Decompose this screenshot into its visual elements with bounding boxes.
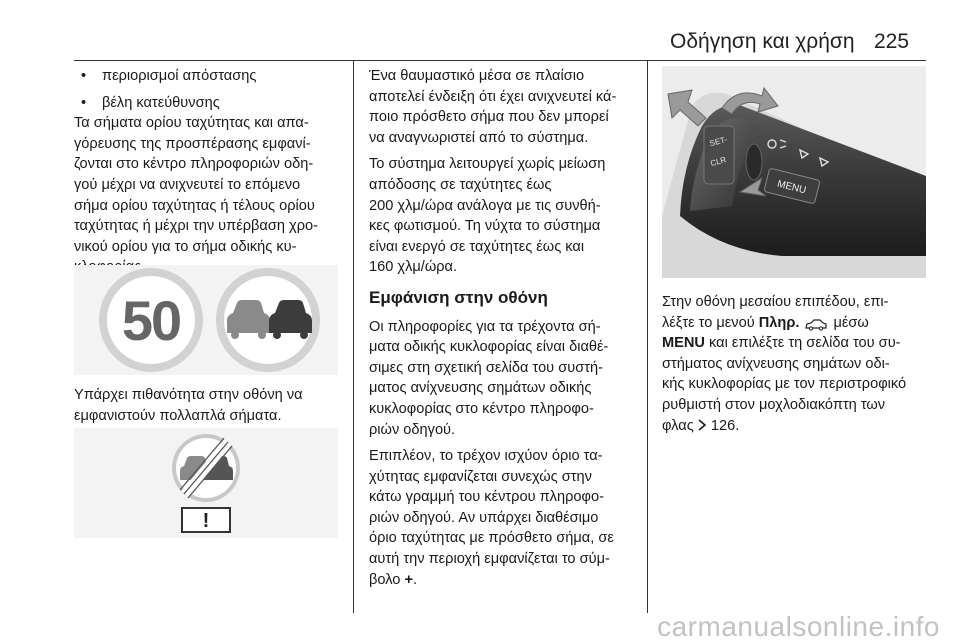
text-line: Οι πληροφορίες για τα τρέχοντα σή- [369,318,601,335]
text-line [662,416,934,437]
text-line: γόρευσης της προσπέρασης εμφανί- [74,135,311,152]
text-line: είναι ενεργό σε ταχύτητες έως και [369,238,585,255]
text-line: σήμα ορίου ταχύτητας ή τέλους ορίου [74,197,315,214]
text-line: νικού ορίου για το σήμα οδικής κυ- [74,238,297,255]
text-line: Υπάρχει πιθανότητα στην οθόνη να [74,387,303,403]
text-line: αυτή την περιοχή εμφανίζεται το σύμ- [369,551,610,568]
column-divider-right [647,61,648,613]
plus-symbol: + [404,571,414,588]
traffic-signs-figure [74,265,338,375]
text-line: σιμες στη σχετική σελίδα του συστή- [369,359,603,376]
warning-glyph: ! [202,510,210,532]
page-number: 225 [874,30,910,53]
text-line [369,570,641,591]
text-line: κάτω γραμμή του κέντρου πληροφο- [369,489,604,506]
text-fragment: . [413,571,418,588]
speed-limit-value: 50 [121,289,181,352]
section-heading: Εμφάνιση στην οθόνη [369,287,548,307]
text-line: χύτητας εμφανίζεται συνεχώς στην [369,468,592,485]
text-line: απόδοσης σε ταχύτητες έως [369,176,552,193]
car-icon [805,319,827,331]
text-line: στήματος ανίχνευσης σημάτων οδι- [662,355,890,372]
text-fragment: μέσω [829,314,869,331]
bullet-item: • περιορισμοί απόστασης [74,66,346,87]
text-line: 200 χλμ/ώρα ανάλογα με τις συνθή- [369,197,601,214]
watermark: carmanualsonline.info [657,611,940,642]
set-clr-rocker-icon [704,126,734,184]
speed-limit-sign-icon [99,268,203,372]
text-fragment: και επιλέξτε τη σελίδα του συ- [704,335,901,352]
text-line: ταχύτητας ή μέχρι την υπέρβαση χρο- [74,218,318,235]
bullet-item: • βέλη κατεύθυνσης [74,93,346,114]
paragraph-current-limit [369,446,641,590]
middle-column [369,66,641,590]
text-line: Στην οθόνη μεσαίου επιπέδου, επι- [662,294,889,310]
text-line: εμφανιστούν πολλαπλά σήματα. [74,407,282,424]
text-line: κής κυκλοφορίας με τον περιστροφικό [662,376,907,393]
stalk-control-figure [662,66,926,278]
text-line: ριών οδηγού. [369,421,456,438]
text-line: να αναγνωριστεί από το σύστημα. [369,129,589,146]
text-line: ματα οδικής κυκλοφορίας είναι διαθέ- [369,339,609,356]
paragraph-multiple-signs [74,385,346,426]
text-line: ριών οδηγού. Αν υπάρχει διαθέσιμο [369,509,599,526]
paragraph-operation [369,154,641,278]
end-restriction-figure [74,428,338,538]
additional-sign-warning-icon [182,508,230,532]
paragraph-display-info [369,317,641,441]
text-line: Το σύστημα λειτουργεί χωρίς μείωση [369,156,606,173]
left-column [74,66,346,278]
header-rule [74,60,926,61]
text-line: ματος ανίχνευσης σημάτων οδικής [369,380,592,397]
right-column [662,292,934,436]
menu-button-name: MENU [662,335,705,352]
menu-name-info: Πληρ. [758,314,800,331]
end-of-no-overtaking-sign-icon [172,434,240,502]
text-line: γού μέχρι να ανιχνευτεί το επόμενο [74,176,301,193]
column-divider-left [353,61,354,613]
text-line: κες φωτισμού. Τη νύχτα το σύστημα [369,218,601,235]
set-label: SET- [708,134,729,149]
no-overtaking-sign-icon [216,268,320,372]
text-line: ρυθμιστή στον μοχλοδιακόπτη των [662,396,886,413]
text-line: Ένα θαυμαστικό μέσα σε πλαίσιο [369,68,585,84]
page-header-title: Οδήγηση και χρήση [670,30,855,53]
text-line: όριο ταχύτητας με πρόσθετο σήμα, σε [369,530,614,547]
text-line: Τα σήματα ορίου ταχύτητας και απα- [74,115,309,132]
paragraph-exclamation [369,66,641,148]
text-line: ζονται στο κέντρο πληροφοριών οδη- [74,156,314,173]
text-fragment: βολο [369,571,405,588]
paragraph-sign-display [74,113,346,278]
text-line: κυκλοφορίας στο κέντρο πληροφο- [369,400,594,417]
clr-label: CLR [709,155,728,169]
text-line: ποιο πρόσθετο σήμα που δεν μπορεί [369,109,609,126]
page-reference-icon [698,419,707,431]
text-fragment: λέξτε το μενού [662,314,759,331]
text-fragment: φλας [662,417,698,434]
text-line: Επιπλέον, το τρέχον ισχύον όριο τα- [369,448,603,465]
text-line: 160 χλμ/ώρα. [369,259,458,276]
text-line [662,333,934,354]
text-line [662,313,934,334]
menu-label: MENU [776,178,808,197]
text-line: αποτελεί ένδειξη ότι έχει ανιχνευτεί κά- [369,88,617,105]
thumbwheel-icon [746,144,762,180]
page-reference-number: 126. [706,417,740,434]
